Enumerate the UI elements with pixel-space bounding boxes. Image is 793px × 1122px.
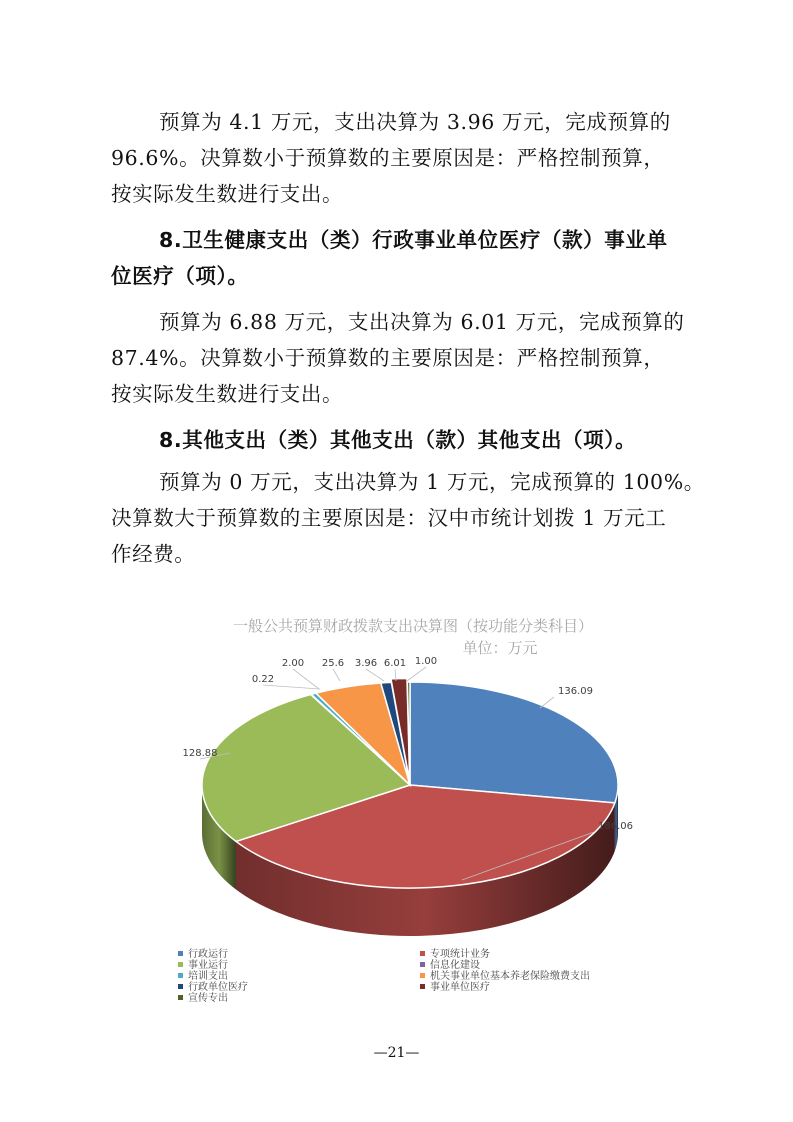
legend-swatch-3 xyxy=(420,962,425,967)
text-line: 预算为 4.1 万元，支出决算为 3.96 万元，完成预算的 xyxy=(159,110,671,134)
paragraph-1 xyxy=(111,104,691,212)
data-label-4: 2.00 xyxy=(281,658,305,669)
legend-label-2: 事业运行 xyxy=(188,960,228,971)
section-heading-health xyxy=(111,222,701,294)
data-label-0: 136.09 xyxy=(558,686,593,697)
pie-chart xyxy=(170,605,650,1020)
legend xyxy=(178,947,590,1004)
paragraph-2 xyxy=(111,304,691,412)
chart-title: 一般公共预算财政拨款支出决算图（按功能分类科目） xyxy=(232,617,594,635)
data-label-8: 1.00 xyxy=(414,656,438,667)
legend-swatch-0 xyxy=(178,951,183,956)
pie-slice-0 xyxy=(410,682,618,803)
leader-line-6 xyxy=(366,669,384,681)
heading-line: 8.卫生健康支出（类）行政事业单位医疗（款）事业单 xyxy=(159,228,668,252)
data-label-5: 25.6 xyxy=(321,658,345,669)
legend-swatch-6 xyxy=(178,984,183,989)
data-label-6: 3.96 xyxy=(354,658,378,669)
data-label-1: 186.06 xyxy=(598,821,633,832)
legend-swatch-5 xyxy=(420,973,425,978)
legend-label-6: 行政单位医疗 xyxy=(188,982,248,993)
text-line: 96.6%。决算数小于预算数的主要原因是：严格控制预算， xyxy=(111,146,665,170)
legend-label-0: 行政运行 xyxy=(188,949,228,960)
chart-subtitle: 单位：万元 xyxy=(462,639,538,657)
leader-line-8 xyxy=(407,667,426,681)
legend-label-1: 专项统计业务 xyxy=(430,949,490,960)
section-heading-other xyxy=(111,422,701,458)
leader-line-3 xyxy=(263,685,320,689)
text-line: 决算数大于预算数的主要原因是：汉中市统计划拨 1 万元工 xyxy=(111,506,667,530)
text-line: 作经费。 xyxy=(111,542,196,566)
paragraph-3 xyxy=(111,464,705,572)
heading-line: 位医疗（项）。 xyxy=(111,264,249,288)
pie-tops xyxy=(202,679,618,888)
text-line: 87.4%。决算数小于预算数的主要原因是：严格控制预算， xyxy=(111,346,665,370)
data-label-3: 0.22 xyxy=(251,674,275,685)
heading-line: 8.其他支出（类）其他支出（款）其他支出（项）。 xyxy=(159,428,637,452)
text-line: 预算为 6.88 万元，支出决算为 6.01 万元，完成预算的 xyxy=(159,310,685,334)
legend-swatch-1 xyxy=(420,951,425,956)
legend-label-7: 事业单位医疗 xyxy=(430,982,490,993)
leader-line-5 xyxy=(333,669,340,681)
legend-swatch-4 xyxy=(178,973,183,978)
legend-label-5: 机关事业单位基本养老保险缴费支出 xyxy=(430,971,590,982)
page-number: —21— xyxy=(373,1045,420,1061)
data-label-7: 6.01 xyxy=(383,658,407,669)
legend-label-8: 宣传专出 xyxy=(188,993,228,1004)
text-line: 预算为 0 万元，支出决算为 1 万元，完成预算的 100%。 xyxy=(159,470,705,494)
legend-label-4: 培训支出 xyxy=(188,971,228,982)
leader-line-4 xyxy=(293,669,319,689)
legend-swatch-7 xyxy=(420,984,425,989)
text-line: 按实际发生数进行支出。 xyxy=(111,182,344,206)
data-label-2: 128.88 xyxy=(182,748,218,759)
legend-swatch-8 xyxy=(178,995,183,1000)
legend-swatch-2 xyxy=(178,962,183,967)
legend-label-3: 信息化建设 xyxy=(430,960,480,971)
text-line: 按实际发生数进行支出。 xyxy=(111,382,344,406)
leader-line-0 xyxy=(540,697,554,708)
